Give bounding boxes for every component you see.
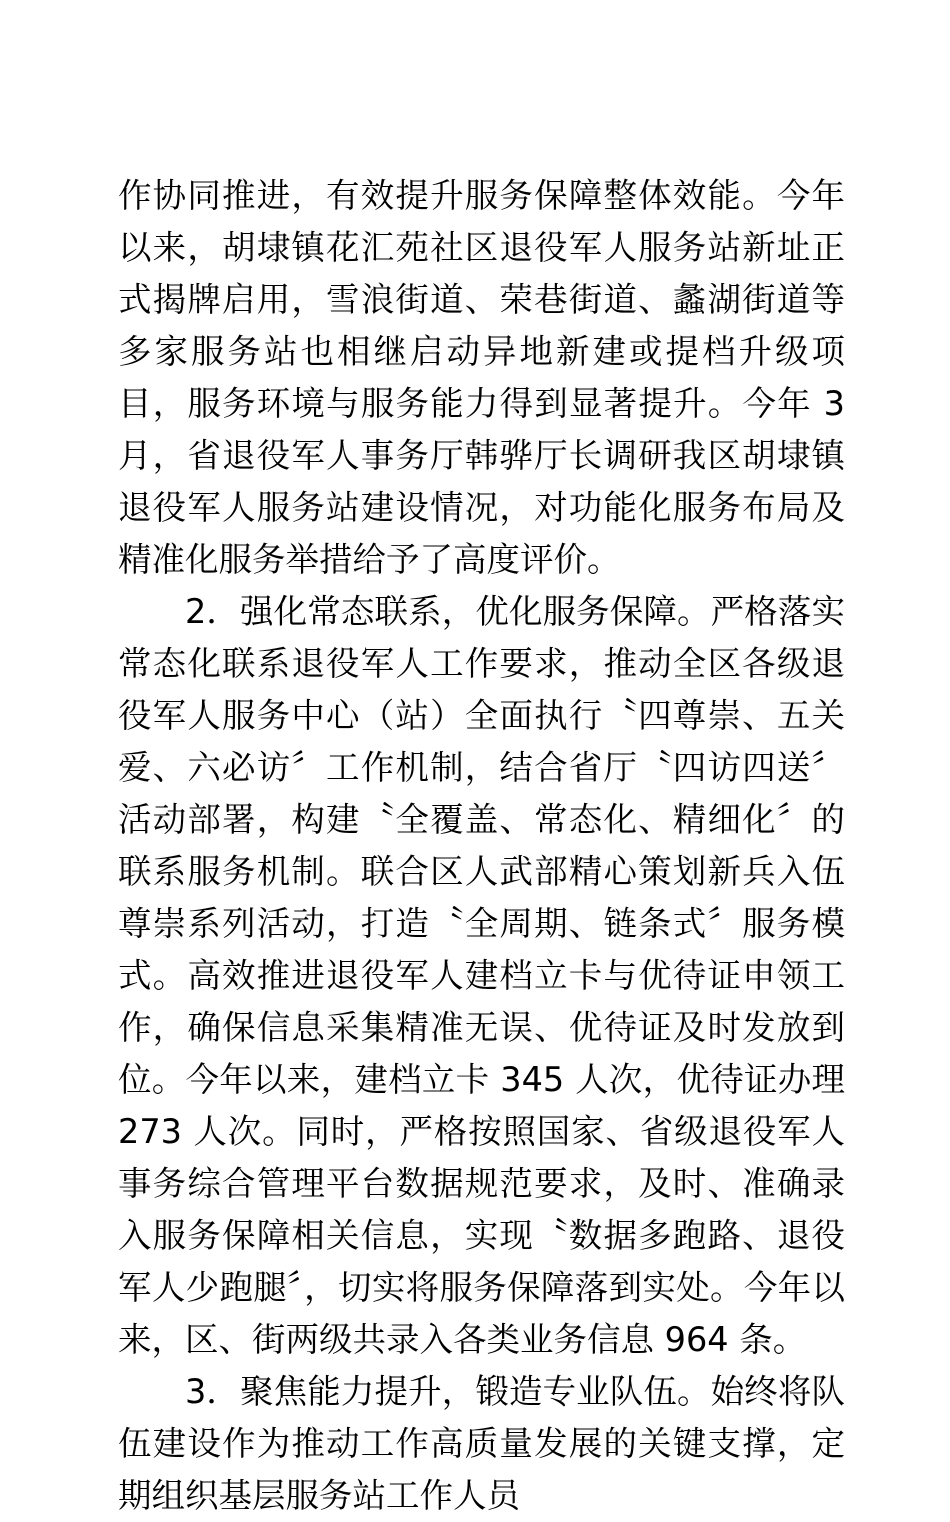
paragraph-continuation: 作协同推进，有效提升服务保障整体效能。今年以来，胡埭镇花汇苑社区退役军人服务站新址正式揭牌启用，雪浪街道、荣巷街道、蠡湖街道等多家服务站也相继启动异地新建或提档升级项目，服务环境与服务能力得到显著提升。今年 3 月，省退役军人事务厅韩骅厅长调研我区胡埭镇退役军人服务站建设情况，对功能化服务布局及精准化服务举措给予了高度评价。	[118, 176, 845, 579]
body-text-column	[118, 170, 845, 1522]
paragraph-item-3: 3．聚焦能力提升，锻造专业队伍。始终将队伍建设作为推动工作高质量发展的关键支撑，定期组织基层服务站工作人员	[118, 1372, 845, 1515]
paragraph-item-2: 2．强化常态联系，优化服务保障。严格落实常态化联系退役军人工作要求，推动全区各级退役军人服务中心（站）全面执行〝四尊崇、五关爱、六必访〞工作机制，结合省厅〝四访四送〞活动部署，构建〝全覆盖、常态化、精细化〞的联系服务机制。联合区人武部精心策划新兵入伍尊崇系列活动，打造〝全周期、链条式〞服务模式。高效推进退役军人建档立卡与优待证申领工作，确保信息采集精准无误、优待证及时发放到位。今年以来，建档立卡 345 人次，优待证办理 273 人次。同时，严格按照国家、省级退役军人事务综合管理平台数据规范要求，及时、准确录入服务保障相关信息，实现〝数据多跑路、退役军人少跑腿〞，切实将服务保障落到实处。今年以来，区、街两级共录入各类业务信息 964 条。	[118, 592, 845, 1359]
